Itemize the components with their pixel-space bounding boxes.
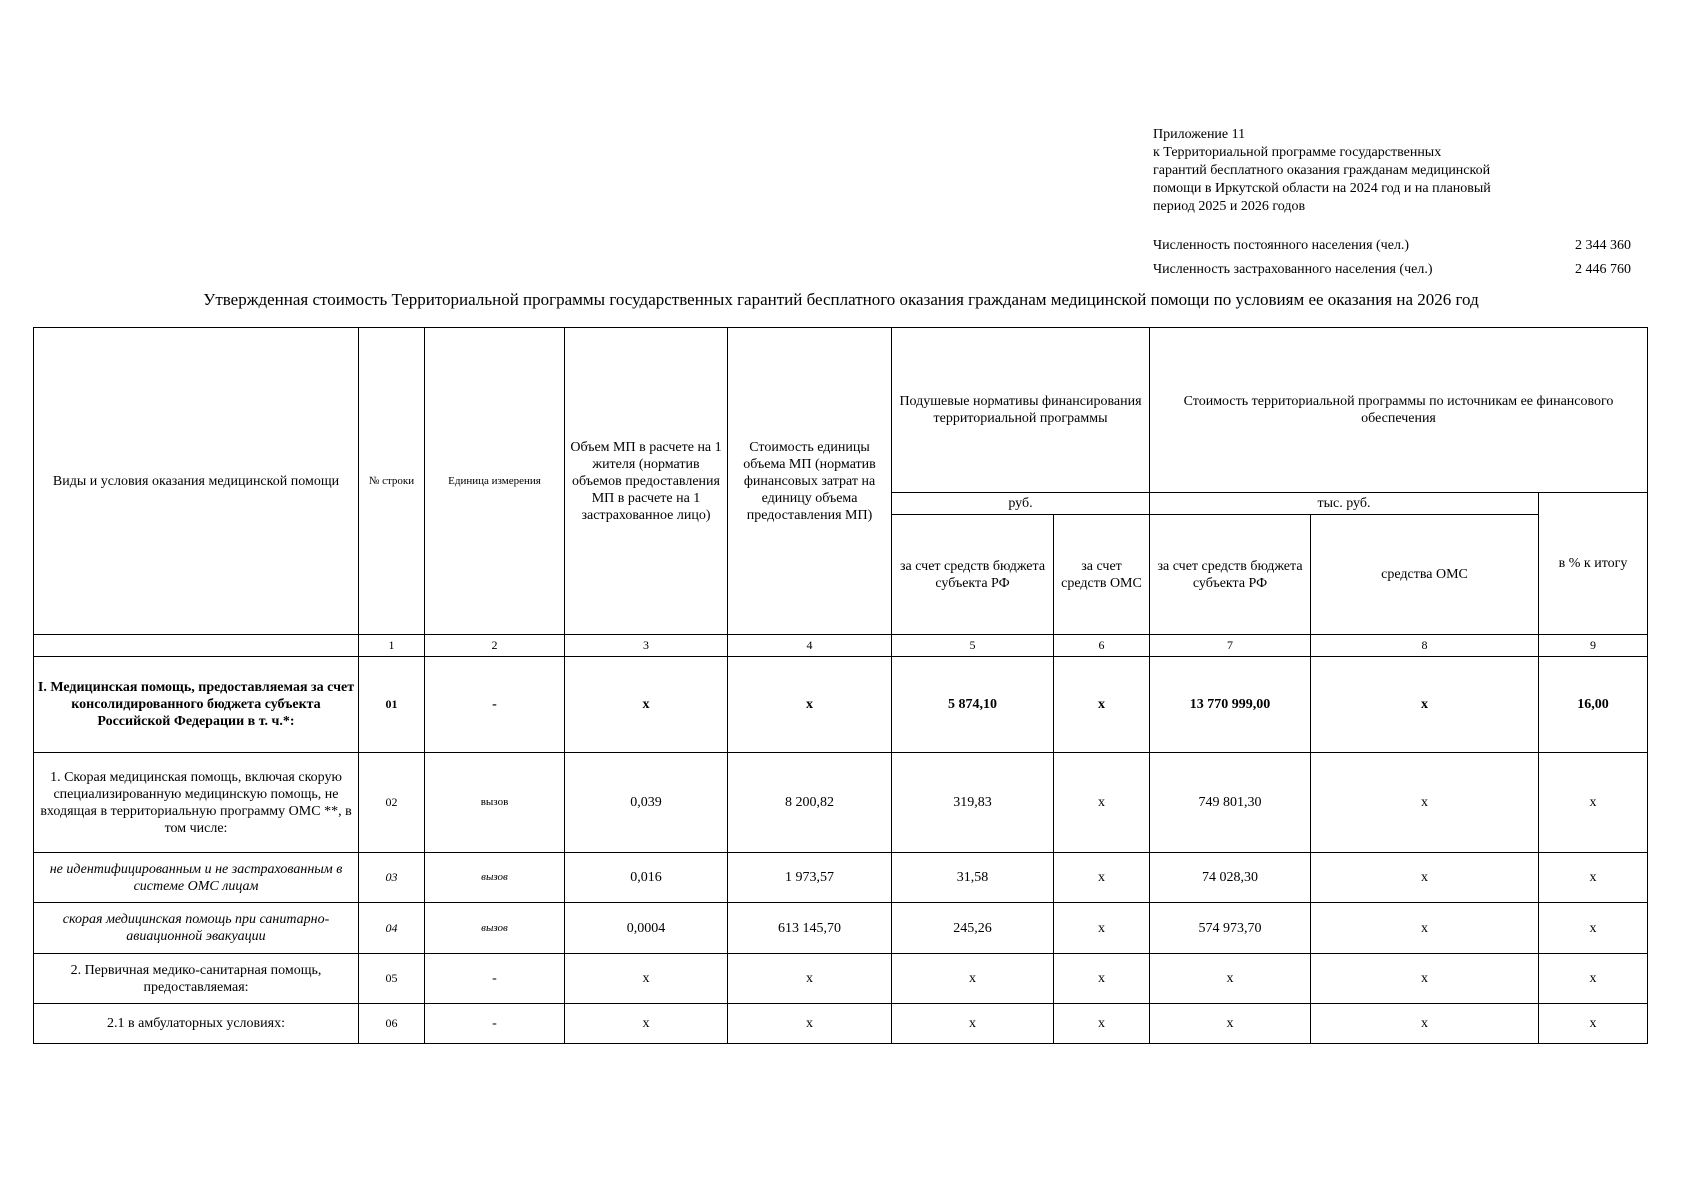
row-c8: х bbox=[1311, 954, 1539, 1004]
row-c9: 16,00 bbox=[1539, 657, 1648, 753]
row-c9: х bbox=[1539, 753, 1648, 853]
row-code: 06 bbox=[359, 1004, 425, 1044]
permanent-population-row bbox=[1153, 234, 1631, 258]
header-oms-funds: средства ОМС bbox=[1311, 515, 1539, 635]
insured-population-label: Численность застрахованного населения (чел.) bbox=[1153, 262, 1433, 277]
row-c6: х bbox=[1054, 753, 1150, 853]
header-budget-rf: за счет средств бюджета субъекта РФ bbox=[892, 515, 1054, 635]
col-number-1: 1 bbox=[359, 635, 425, 657]
row-code: 04 bbox=[359, 903, 425, 954]
col-number-5: 5 bbox=[892, 635, 1054, 657]
document-title: Утвержденная стоимость Территориальной программы государственных гарантий бесплатного оказания гражданам медицинской помощи по условиям ее оказания на 2026 год bbox=[203, 290, 1479, 309]
row-code: 01 bbox=[359, 657, 425, 753]
row-c6: х bbox=[1054, 903, 1150, 954]
col-number-4: 4 bbox=[728, 635, 892, 657]
row-c6: х bbox=[1054, 1004, 1150, 1044]
row-unit: вызов bbox=[425, 853, 565, 903]
row-unit: - bbox=[425, 954, 565, 1004]
insured-population-row bbox=[1153, 258, 1631, 282]
row-c5: 5 874,10 bbox=[892, 657, 1054, 753]
row-c8: х bbox=[1311, 657, 1539, 753]
header-percent: в % к итогу bbox=[1539, 493, 1648, 635]
row-c9: х bbox=[1539, 853, 1648, 903]
row-unit: вызов bbox=[425, 753, 565, 853]
row-c8: х bbox=[1311, 753, 1539, 853]
appendix-line-3: гарантий бесплатного оказания гражданам медицинской bbox=[1153, 163, 1491, 178]
col-number-3: 3 bbox=[565, 635, 728, 657]
row-c8: х bbox=[1311, 853, 1539, 903]
header-volume: Объем МП в расчете на 1 жителя (норматив объемов предоставления МП в расчете на 1 застрахованное лицо) bbox=[565, 328, 728, 635]
appendix-line-1: Приложение 11 bbox=[1153, 127, 1246, 142]
table-row bbox=[34, 753, 1648, 853]
header-unit: Единица измерения bbox=[425, 328, 565, 635]
col-number-7: 7 bbox=[1150, 635, 1311, 657]
row-name: 1. Скорая медицинская помощь, включая скорую специализированную медицинскую помощь, не входящая в территориальную программу ОМС **, в том числе: bbox=[34, 753, 359, 853]
table-row bbox=[34, 657, 1648, 753]
col-number-9: 9 bbox=[1539, 635, 1648, 657]
row-volume: 0,039 bbox=[565, 753, 728, 853]
row-cost: 1 973,57 bbox=[728, 853, 892, 903]
header-budget-rf-2: за счет средств бюджета субъекта РФ bbox=[1150, 515, 1311, 635]
row-c6: х bbox=[1054, 657, 1150, 753]
row-c7: 574 973,70 bbox=[1150, 903, 1311, 954]
row-unit: - bbox=[425, 1004, 565, 1044]
row-volume: х bbox=[565, 1004, 728, 1044]
row-c5: х bbox=[892, 1004, 1054, 1044]
row-c5: 319,83 bbox=[892, 753, 1054, 853]
permanent-population-value: 2 344 360 bbox=[1575, 238, 1631, 253]
header-oms-short: за счет средств ОМС bbox=[1054, 515, 1150, 635]
row-c9: х bbox=[1539, 1004, 1648, 1044]
row-volume: 0,016 bbox=[565, 853, 728, 903]
header-rub: руб. bbox=[892, 493, 1150, 515]
row-c8: х bbox=[1311, 1004, 1539, 1044]
col-number-8: 8 bbox=[1311, 635, 1539, 657]
row-code: 03 bbox=[359, 853, 425, 903]
row-cost: 613 145,70 bbox=[728, 903, 892, 954]
row-c9: х bbox=[1539, 903, 1648, 954]
row-c6: х bbox=[1054, 853, 1150, 903]
row-name: не идентифицированным и не застрахованным в системе ОМС лицам bbox=[34, 853, 359, 903]
row-unit: - bbox=[425, 657, 565, 753]
row-name: скорая медицинская помощь при санитарно-авиационной эвакуации bbox=[34, 903, 359, 954]
col-number-0 bbox=[34, 635, 359, 657]
row-cost: х bbox=[728, 954, 892, 1004]
table-row bbox=[34, 954, 1648, 1004]
appendix-block bbox=[1153, 126, 1573, 216]
table-row bbox=[34, 903, 1648, 954]
row-c5: 31,58 bbox=[892, 853, 1054, 903]
permanent-population-label: Численность постоянного населения (чел.) bbox=[1153, 238, 1410, 253]
appendix-line-2: к Территориальной программе государственных bbox=[1153, 145, 1442, 160]
appendix-line-5: период 2025 и 2026 годов bbox=[1153, 199, 1306, 214]
header-types: Виды и условия оказания медицинской помощи bbox=[34, 328, 359, 635]
header-thous-rub: тыс. руб. bbox=[1150, 493, 1539, 515]
table-row bbox=[34, 853, 1648, 903]
table-row bbox=[34, 1004, 1648, 1044]
row-c7: х bbox=[1150, 1004, 1311, 1044]
header-unit-cost: Стоимость единицы объема МП (норматив финансовых затрат на единицу объема предоставления МП) bbox=[728, 328, 892, 635]
population-block bbox=[1153, 234, 1631, 282]
row-code: 05 bbox=[359, 954, 425, 1004]
program-cost-table bbox=[33, 327, 1648, 1044]
row-c5: х bbox=[892, 954, 1054, 1004]
row-volume: 0,0004 bbox=[565, 903, 728, 954]
col-number-2: 2 bbox=[425, 635, 565, 657]
row-cost: х bbox=[728, 657, 892, 753]
header-row-no: № строки bbox=[359, 328, 425, 635]
row-volume: х bbox=[565, 954, 728, 1004]
col-number-6: 6 bbox=[1054, 635, 1150, 657]
header-program-cost: Стоимость территориальной программы по источникам ее финансового обеспечения bbox=[1150, 328, 1648, 493]
row-c7: 74 028,30 bbox=[1150, 853, 1311, 903]
column-numbers-row bbox=[34, 635, 1648, 657]
row-c7: 13 770 999,00 bbox=[1150, 657, 1311, 753]
row-name: I. Медицинская помощь, предоставляемая за счет консолидированного бюджета субъекта Российской Федерации в т. ч.*: bbox=[34, 657, 359, 753]
row-cost: х bbox=[728, 1004, 892, 1044]
row-c5: 245,26 bbox=[892, 903, 1054, 954]
insured-population-value: 2 446 760 bbox=[1575, 262, 1631, 277]
row-c6: х bbox=[1054, 954, 1150, 1004]
row-name: 2. Первичная медико-санитарная помощь, предоставляемая: bbox=[34, 954, 359, 1004]
row-code: 02 bbox=[359, 753, 425, 853]
row-c8: х bbox=[1311, 903, 1539, 954]
row-c7: 749 801,30 bbox=[1150, 753, 1311, 853]
row-cost: 8 200,82 bbox=[728, 753, 892, 853]
header-per-capita: Подушевые нормативы финансирования территориальной программы bbox=[892, 328, 1150, 493]
row-unit: вызов bbox=[425, 903, 565, 954]
row-c7: х bbox=[1150, 954, 1311, 1004]
row-volume: х bbox=[565, 657, 728, 753]
row-name: 2.1 в амбулаторных условиях: bbox=[34, 1004, 359, 1044]
appendix-line-4: помощи в Иркутской области на 2024 год и на плановый bbox=[1153, 181, 1491, 196]
row-c9: х bbox=[1539, 954, 1648, 1004]
